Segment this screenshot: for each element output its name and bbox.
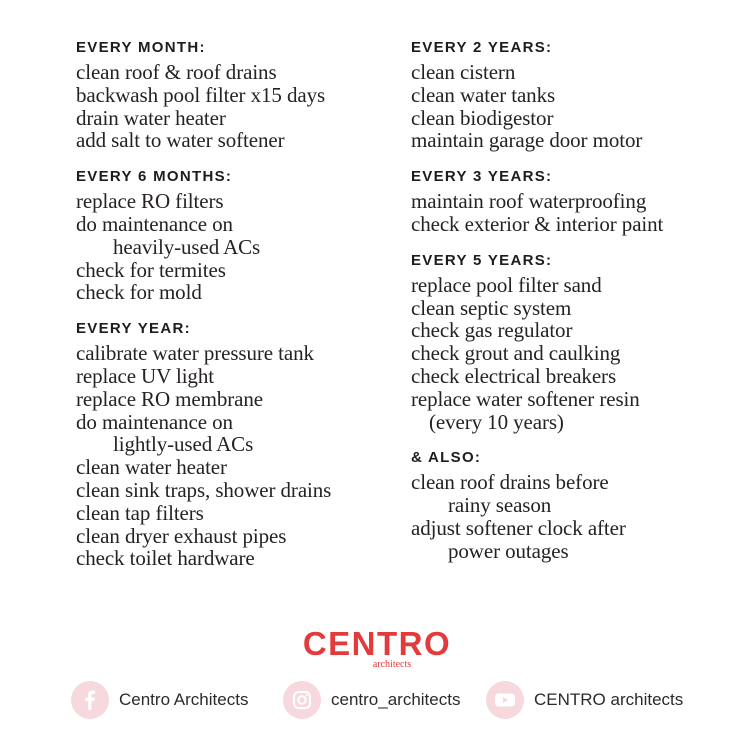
list-item: do maintenance on (76, 409, 233, 434)
youtube-label: CENTRO architects (534, 690, 684, 709)
logo-subtitle: architects (372, 659, 412, 670)
logo-name: CENTRO (302, 625, 452, 662)
section-every-6-months (76, 166, 396, 304)
list-item: check gas regulator (411, 318, 573, 343)
social-instagram[interactable] (283, 680, 460, 720)
list-item: clean tap filters (76, 500, 204, 525)
list-item: clean septic system (411, 295, 572, 320)
list-item: clean water tanks (411, 82, 556, 107)
list-item: adjust softener clock after (411, 515, 626, 540)
section-and-also (411, 447, 741, 562)
section-every-year (76, 318, 396, 570)
list-item-continuation: lightly-used ACs (113, 432, 254, 457)
right-column (411, 37, 741, 577)
section-heading: EVERY YEAR: (76, 320, 191, 338)
list-item-continuation: rainy season (448, 493, 552, 518)
instagram-label: centro_architects (331, 690, 461, 709)
list-item: add salt to water softener (76, 128, 285, 153)
list-item: backwash pool filter x15 days (76, 82, 326, 107)
list-item: check for mold (76, 280, 202, 305)
list-item: clean sink traps, shower drains (76, 477, 332, 502)
list-item: replace water softener resin (411, 386, 640, 411)
facebook-icon (71, 681, 109, 719)
list-item-continuation: heavily-used ACs (113, 234, 261, 259)
section-heading: EVERY MONTH: (76, 39, 206, 56)
social-youtube[interactable] (486, 680, 683, 720)
list-item: replace RO filters (76, 189, 224, 214)
list-item: clean cistern (411, 60, 516, 84)
section-every-month (76, 37, 396, 152)
list-item: check for termites (76, 257, 226, 282)
list-item: replace pool filter sand (411, 272, 602, 297)
section-heading: EVERY 3 YEARS: (411, 168, 553, 186)
left-column (76, 37, 396, 584)
section-heading: EVERY 6 MONTHS: (76, 168, 233, 186)
list-item: check electrical breakers (411, 363, 617, 388)
instagram-icon (283, 681, 321, 719)
section-every-3-years (411, 166, 741, 236)
facebook-label: Centro Architects (119, 690, 249, 709)
section-heading: & ALSO: (411, 449, 482, 467)
list-item: check toilet hardware (76, 546, 255, 571)
list-item: calibrate water pressure tank (76, 341, 314, 366)
youtube-icon (486, 681, 524, 719)
list-item-continuation: (every 10 years) (429, 409, 564, 434)
list-item: check grout and caulking (411, 341, 621, 366)
list-item: drain water heater (76, 105, 226, 130)
section-heading: EVERY 5 YEARS: (411, 251, 553, 269)
list-item: replace UV light (76, 363, 214, 388)
list-item: clean roof & roof drains (76, 60, 277, 84)
section-heading: EVERY 2 YEARS: (411, 39, 553, 56)
section-every-5-years (411, 250, 741, 434)
list-item-continuation: power outages (448, 538, 569, 563)
list-item: do maintenance on (76, 211, 233, 236)
list-item: replace RO membrane (76, 386, 264, 411)
list-item: clean water heater (76, 455, 227, 480)
list-item: clean biodigestor (411, 105, 554, 130)
list-item: maintain roof waterproofing (411, 189, 647, 214)
list-item: maintain garage door motor (411, 128, 643, 153)
list-item: clean roof drains before (411, 470, 609, 495)
section-every-2-years (411, 37, 741, 152)
list-item: clean dryer exhaust pipes (76, 523, 287, 548)
social-facebook[interactable] (71, 680, 248, 720)
centro-logo (0, 627, 754, 670)
list-item: check exterior & interior paint (411, 211, 664, 236)
